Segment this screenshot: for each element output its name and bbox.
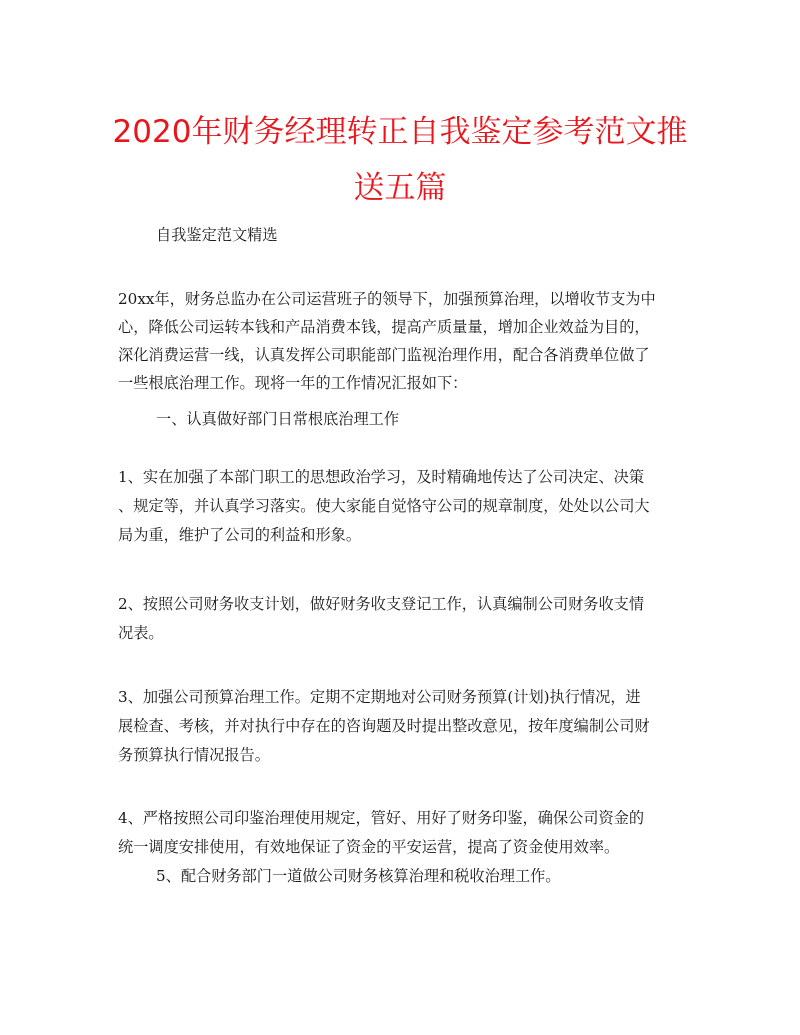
intro-line-3: 深化消费运营一线，认真发挥公司职能部门监视治理作用，配合各消费单位做了: [118, 346, 650, 364]
item-1-line-3: 局为重，维护了公司的利益和形象。: [118, 526, 361, 544]
item-4-line-1: 4、严格按照公司印鉴治理使用规定，管好、用好了财务印鉴，确保公司资金的: [118, 809, 645, 827]
section-heading: 一、认真做好部门日常根底治理工作: [156, 410, 399, 428]
item-1-line-1: 1、实在加强了本部门职工的思想政治学习，及时精确地传达了公司决定、决策: [118, 468, 645, 486]
document-title-line-2: 送五篇: [353, 170, 447, 206]
intro-line-1: 20xx年，财务总监办在公司运营班子的领导下，加强预算治理，以增收节支为中: [118, 290, 656, 308]
item-2-line-2: 况表。: [118, 624, 164, 642]
item-3-line-3: 务预算执行情况报告。: [118, 746, 270, 764]
item-4-line-2: 统一调度安排使用，有效地保证了资金的平安运营，提高了资金使用效率。: [118, 838, 620, 856]
item-2-line-1: 2、按照公司财务收支计划，做好财务收支登记工作，认真编制公司财务收支情: [118, 595, 645, 613]
item-3-line-2: 展检查、考核，并对执行中存在的咨询题及时提出整改意见，按年度编制公司财: [118, 717, 650, 735]
subtitle: 自我鉴定范文精选: [156, 226, 278, 244]
item-1-line-2: 、规定等，并认真学习落实。使大家能自觉恪守公司的规章制度，处处以公司大: [118, 497, 650, 515]
intro-line-2: 心，降低公司运转本钱和产品消费本钱，提高产质量量，增加企业效益为目的，: [118, 318, 650, 336]
item-3-line-1: 3、加强公司预算治理工作。定期不定期地对公司财务预算(计划)执行情况，进: [118, 688, 641, 706]
document-title-line-1: 2020年财务经理转正自我鉴定参考范文推: [112, 114, 688, 150]
item-5: 5、配合财务部门一道做公司财务核算治理和税收治理工作。: [156, 867, 561, 885]
intro-line-4: 一些根底治理工作。现将一年的工作情况汇报如下：: [118, 374, 468, 392]
